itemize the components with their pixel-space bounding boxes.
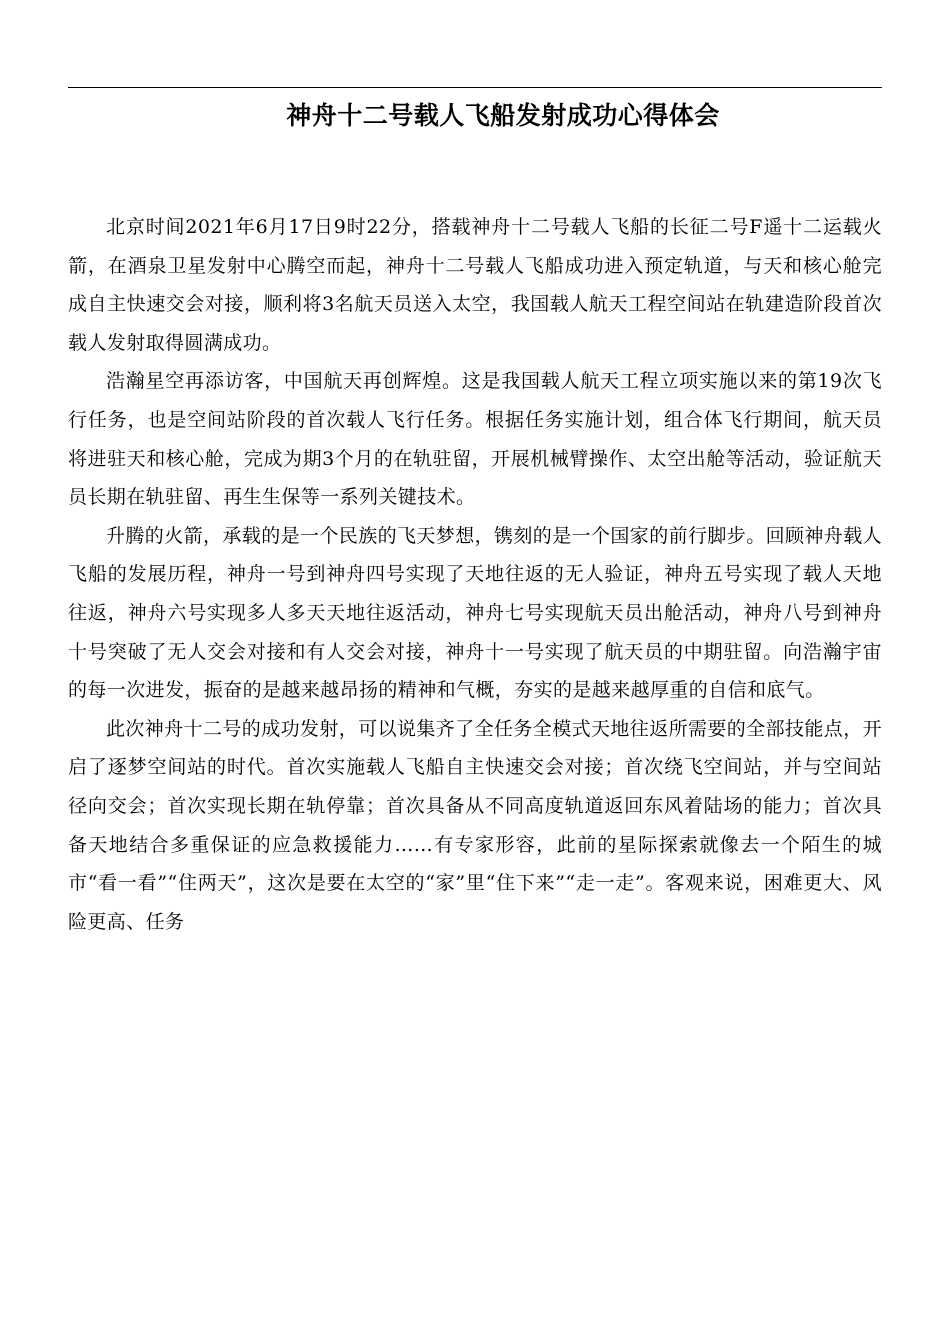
document-body xyxy=(68,208,882,941)
paragraph-2: 浩瀚星空再添访客，中国航天再创辉煌。这是我国载人航天工程立项实施以来的第19次飞行任务，也是空间站阶段的首次载人飞行任务。根据任务实施计划，组合体飞行期间，航天员将进驻天和核心舱，完成为期3个月的在轨驻留，开展机械臂操作、太空出舱等活动，验证航天员长期在轨驻留、再生生保等一系列关键技术。 xyxy=(68,370,882,509)
document-title: 神舟十二号载人飞船发射成功心得体会 xyxy=(286,101,720,130)
paragraph-4: 此次神舟十二号的成功发射，可以说集齐了全任务全模式天地往返所需要的全部技能点，开启了逐梦空间站的时代。首次实施载人飞船自主快速交会对接；首次绕飞空间站，并与空间站径向交会；首次实现长期在轨停靠；首次具备从不同高度轨道返回东风着陆场的能力；首次具备天地结合多重保证的应急救援能力……有专家形容，此前的星际探索就像去一个陌生的城市“看一看”“住两天”，这次是要在太空的“家”里“住下来”“走一走”。客观来说，困难更大、风险更高、任务 xyxy=(68,717,883,933)
paragraph-1: 北京时间2021年6月17日9时22分，搭载神舟十二号载人飞船的长征二号F遥十二运载火箭，在酒泉卫星发射中心腾空而起，神舟十二号载人飞船成功进入预定轨道，与天和核心舱完成自主快速交会对接，顺利将3名航天员送入太空，我国载人航天工程空间站在轨建造阶段首次载人发射取得圆满成功。 xyxy=(68,216,882,354)
header-rule xyxy=(68,87,882,88)
paragraph-3: 升腾的火箭，承载的是一个民族的飞天梦想，镌刻的是一个国家的前行脚步。回顾神舟载人飞船的发展历程，神舟一号到神舟四号实现了天地往返的无人验证，神舟五号实现了载人天地往返，神舟六号实现多人多天天地往返活动，神舟七号实现航天员出舱活动，神舟八号到神舟十号突破了无人交会对接和有人交会对接，神舟十一号实现了航天员的中期驻留。向浩瀚宇宙的每一次进发，振奋的是越来越昂扬的精神和气概，夯实的是越来越厚重的自信和底气。 xyxy=(68,524,883,702)
